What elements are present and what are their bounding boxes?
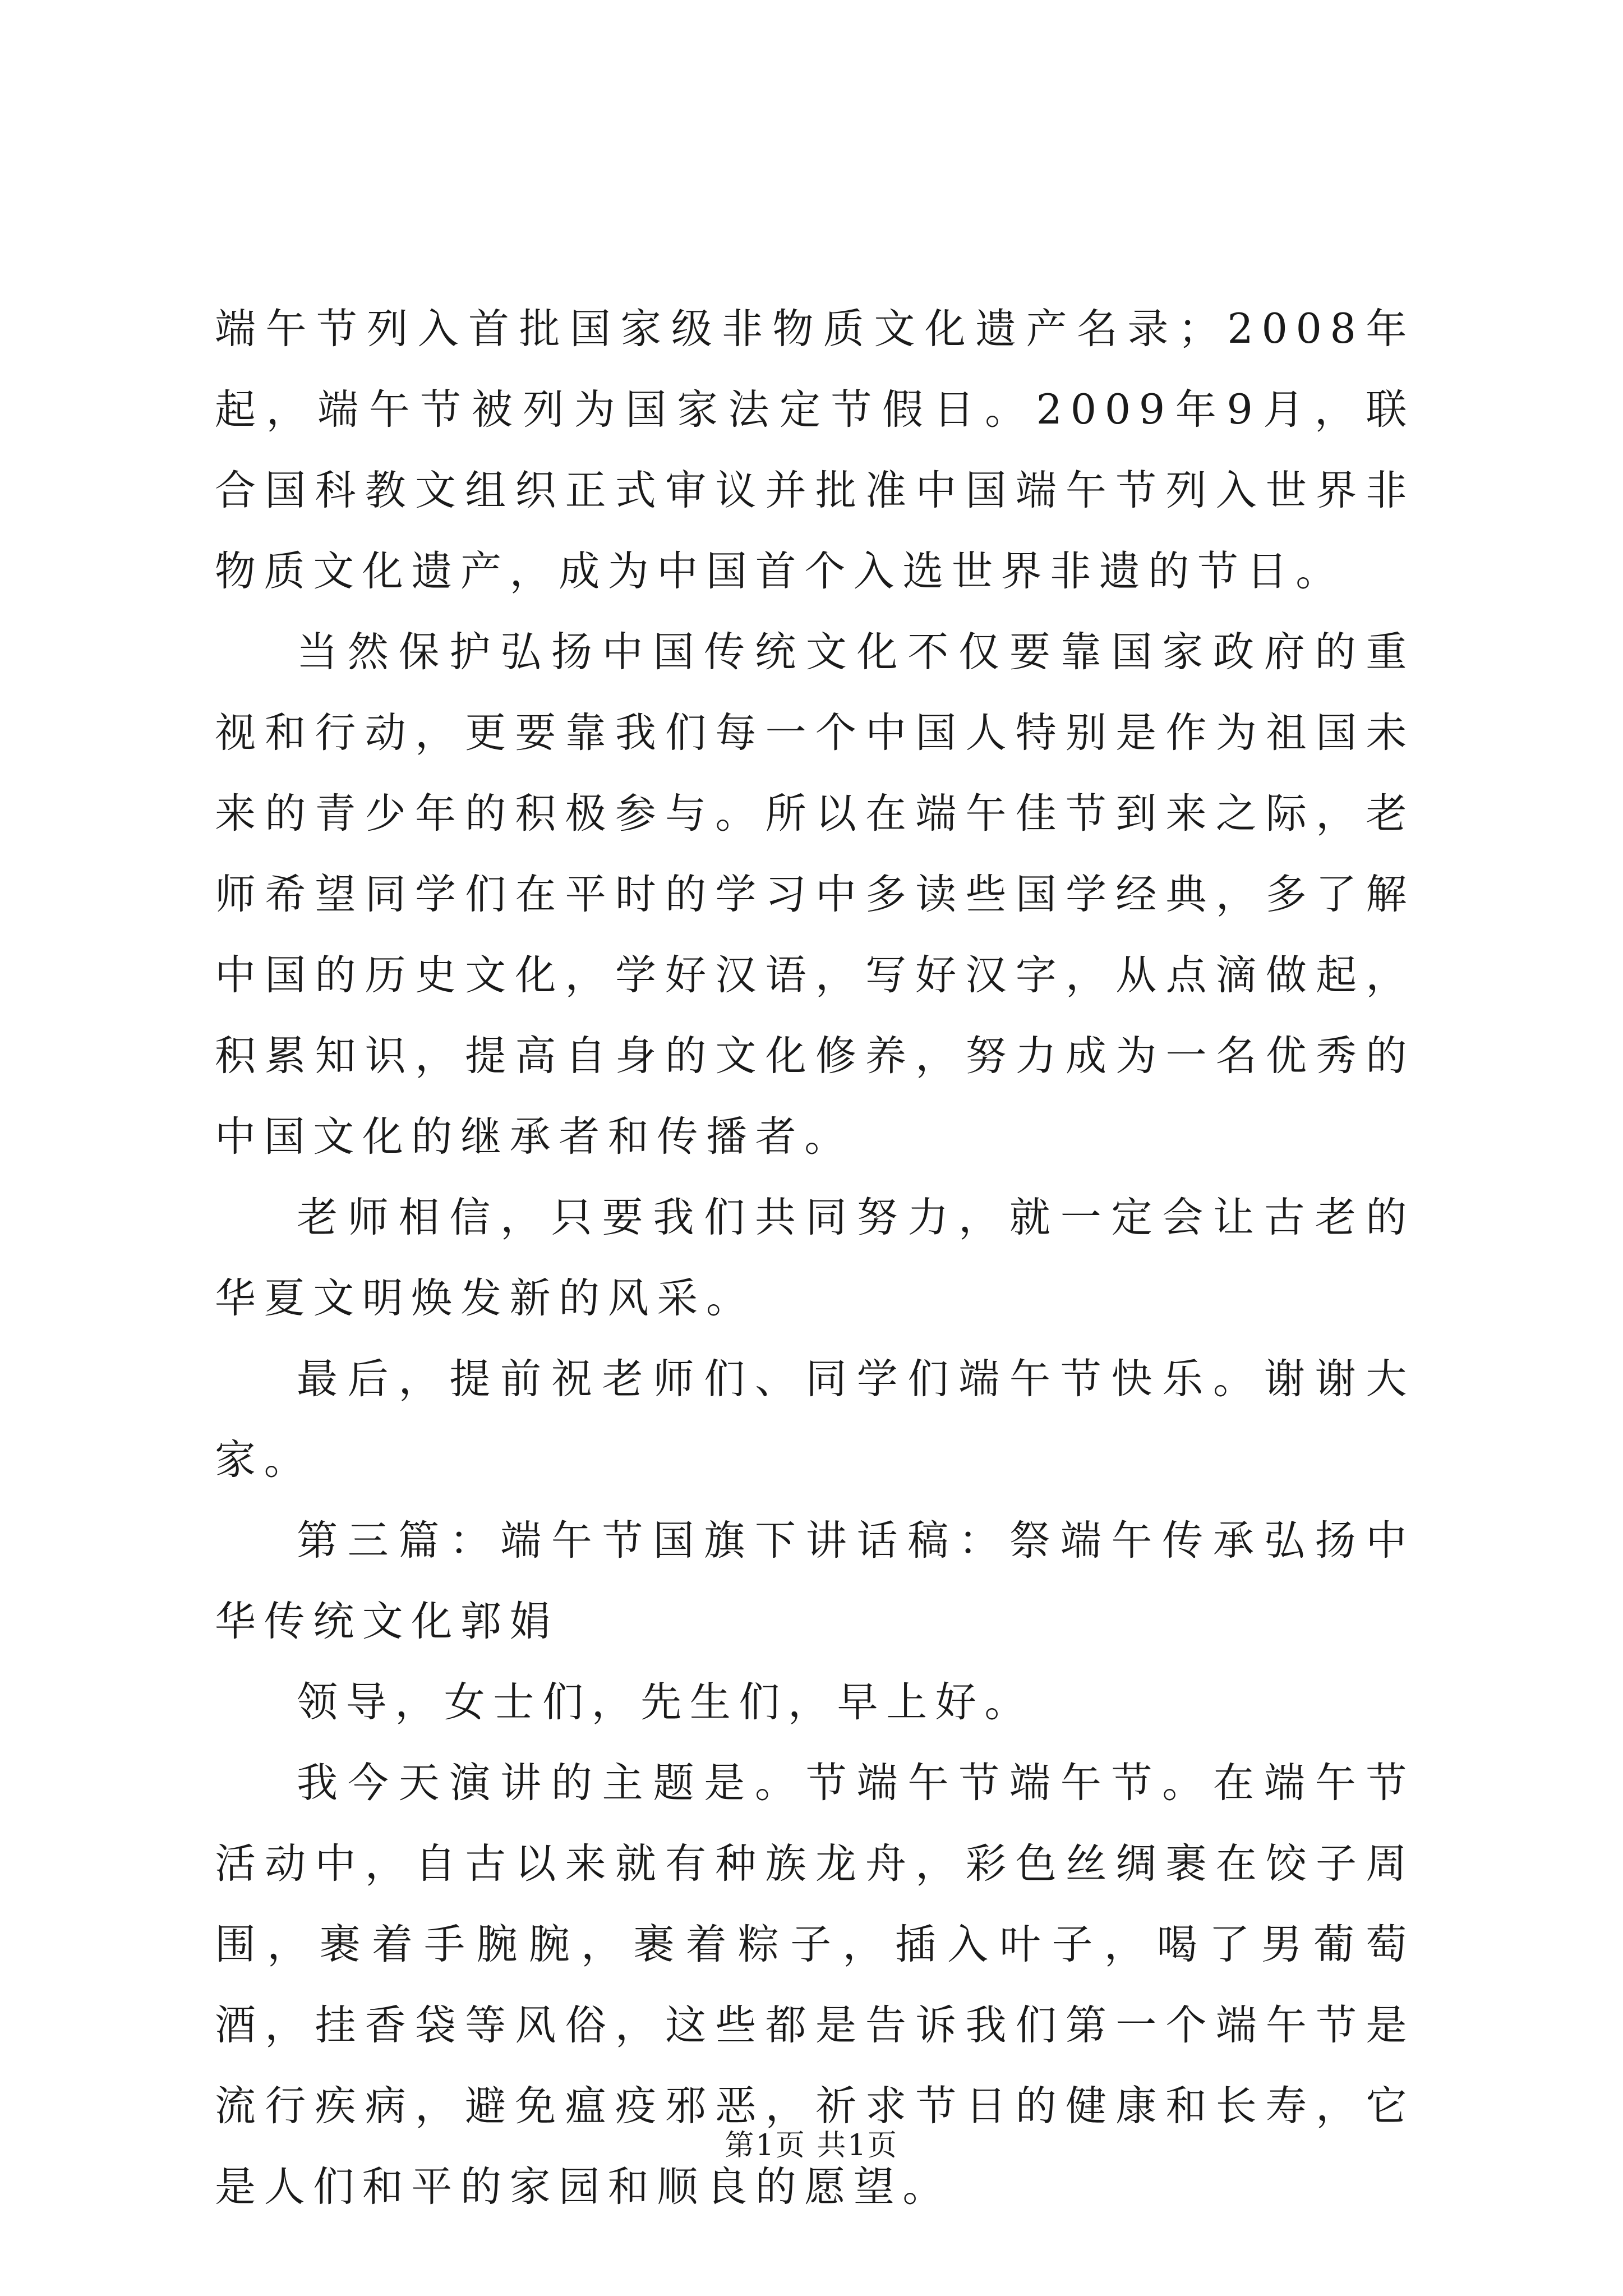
paragraph-teacher-believes: 老师相信，只要我们共同努力，就一定会让古老的华夏文明焕发新的风采。	[215, 1194, 1415, 1322]
paragraph-greeting: 领导，女士们，先生们，早上好。	[297, 1678, 1034, 1726]
paragraph-continuation: 端午节列入首批国家级非物质文化遗产名录；2008年起，端午节被列为国家法定节假日。2009年9月，联合国科教文组织正式审议并批准中国端午节列入世界非物质文化遗产，成为中国首个入选世界非遗的节日。	[215, 305, 1415, 595]
section-heading: 第三篇：端午节国旗下讲话稿：祭端午传承弘扬中华传统文化郭娟	[215, 1517, 1415, 1645]
page-footer: 第1页 共1页	[725, 2129, 898, 2162]
paragraph-closing-wishes: 最后，提前祝老师们、同学们端午节快乐。谢谢大家。	[215, 1355, 1415, 1484]
paragraph-speech-theme: 我今天演讲的主题是。节端午节端午节。在端午节活动中，自古以来就有种族龙舟，彩色丝绸裹在饺子周围，裹着手腕腕，裹着粽子，插入叶子，喝了男葡萄酒，挂香袋等风俗，这些都是告诉我们第一个端午节是流行疾病，避免瘟疫邪恶，祈求节日的健康和长寿，它是人们和平的家园和顺良的愿望。	[215, 1759, 1415, 2211]
paragraph-protect-culture: 当然保护弘扬中国传统文化不仅要靠国家政府的重视和行动，更要靠我们每一个中国人特别是作为祖国未来的青少年的积极参与。所以在端午佳节到来之际，老师希望同学们在平时的学习中多读些国学经典，多了解中国的历史文化，学好汉语，写好汉字，从点滴做起，积累知识，提高自身的文化修养，努力成为一名优秀的中国文化的继承者和传播者。	[215, 628, 1415, 1161]
document-body	[215, 289, 1415, 2228]
